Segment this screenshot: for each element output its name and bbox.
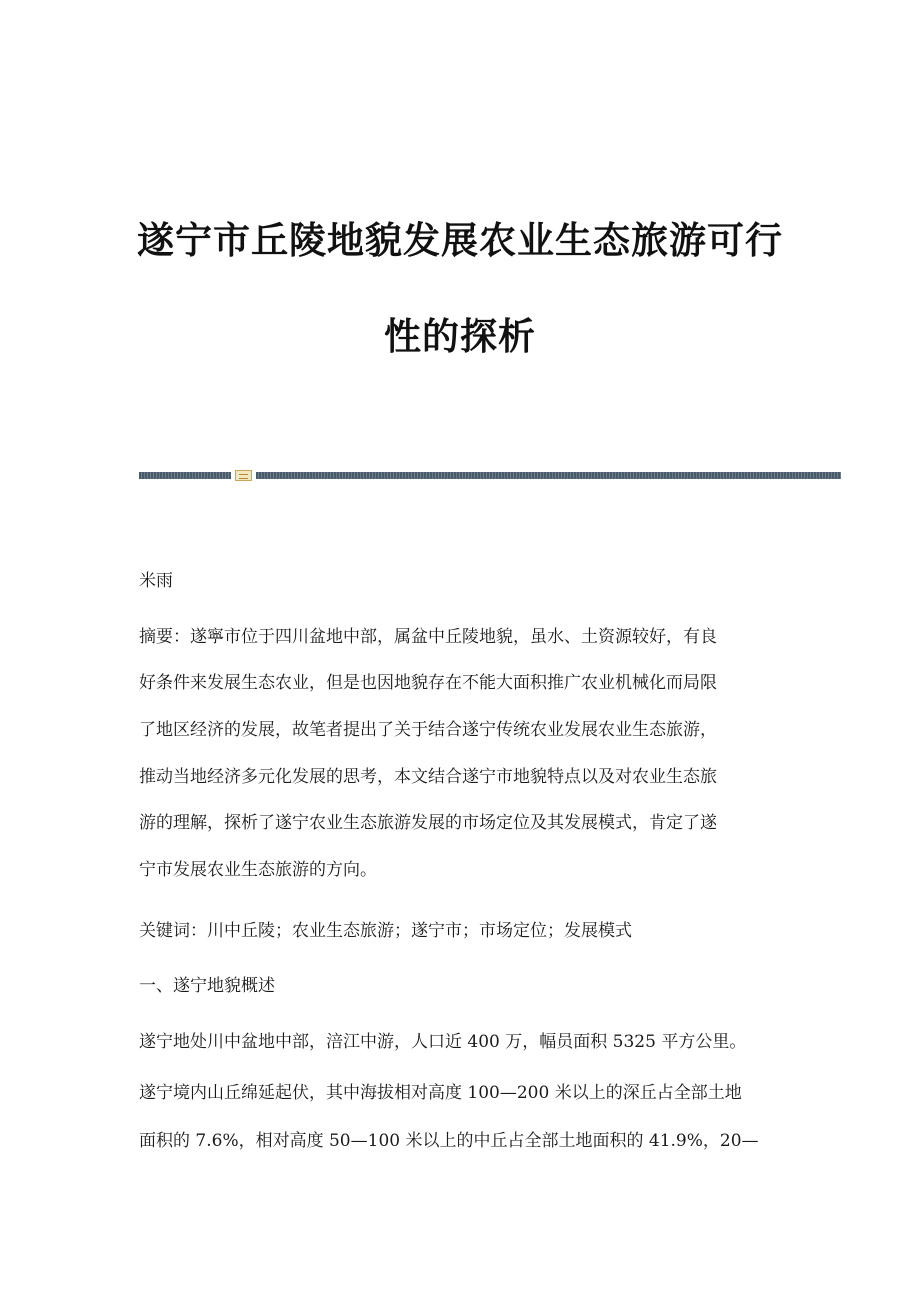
section-heading: 一、遂宁地貌概述 bbox=[139, 976, 275, 996]
body-line: 遂宁地处川中盆地中部，涪江中游，人口近 400 万，幅员面积 5325 平方公里。 bbox=[139, 1032, 747, 1052]
divider-ornament-icon bbox=[235, 470, 252, 481]
divider-bar-right bbox=[256, 472, 841, 479]
title-line-1: 遂宁市丘陵地貌发展农业生态旅游可行 bbox=[137, 219, 783, 262]
abstract-line: 游的理解，探析了遂宁农业生态旅游发展的市场定位及其发展模式，肯定了遂 bbox=[139, 813, 717, 833]
abstract-line: 摘要：遂寧市位于四川盆地中部，属盆中丘陵地貌，虽水、土资源较好，有良 bbox=[139, 627, 717, 647]
abstract-line: 推动当地经济多元化发展的思考，本文结合遂宁市地貌特点以及对农业生态旅 bbox=[139, 767, 717, 787]
body-line: 面积的 7.6%，相对高度 50—100 米以上的中丘占全部土地面积的 41.9%，20— bbox=[139, 1131, 759, 1151]
body-line: 遂宁境内山丘绵延起伏，其中海拔相对高度 100—200 米以上的深丘占全部土地 bbox=[139, 1083, 742, 1103]
abstract-line: 宁市发展农业生态旅游的方向。 bbox=[139, 860, 377, 880]
title-line-2: 性的探析 bbox=[384, 315, 536, 358]
abstract-line: 了地区经济的发展，故笔者提出了关于结合遂宁传统农业发展农业生态旅游， bbox=[139, 720, 717, 740]
divider-bar-left bbox=[139, 472, 231, 479]
abstract-line: 好条件来发展生态农业，但是也因地貌存在不能大面积推广农业机械化而局限 bbox=[139, 673, 717, 693]
keywords: 关键词：川中丘陵；农业生态旅游；遂宁市；市场定位；发展模式 bbox=[139, 921, 632, 941]
title-divider bbox=[139, 470, 841, 482]
author: 米雨 bbox=[139, 571, 173, 591]
